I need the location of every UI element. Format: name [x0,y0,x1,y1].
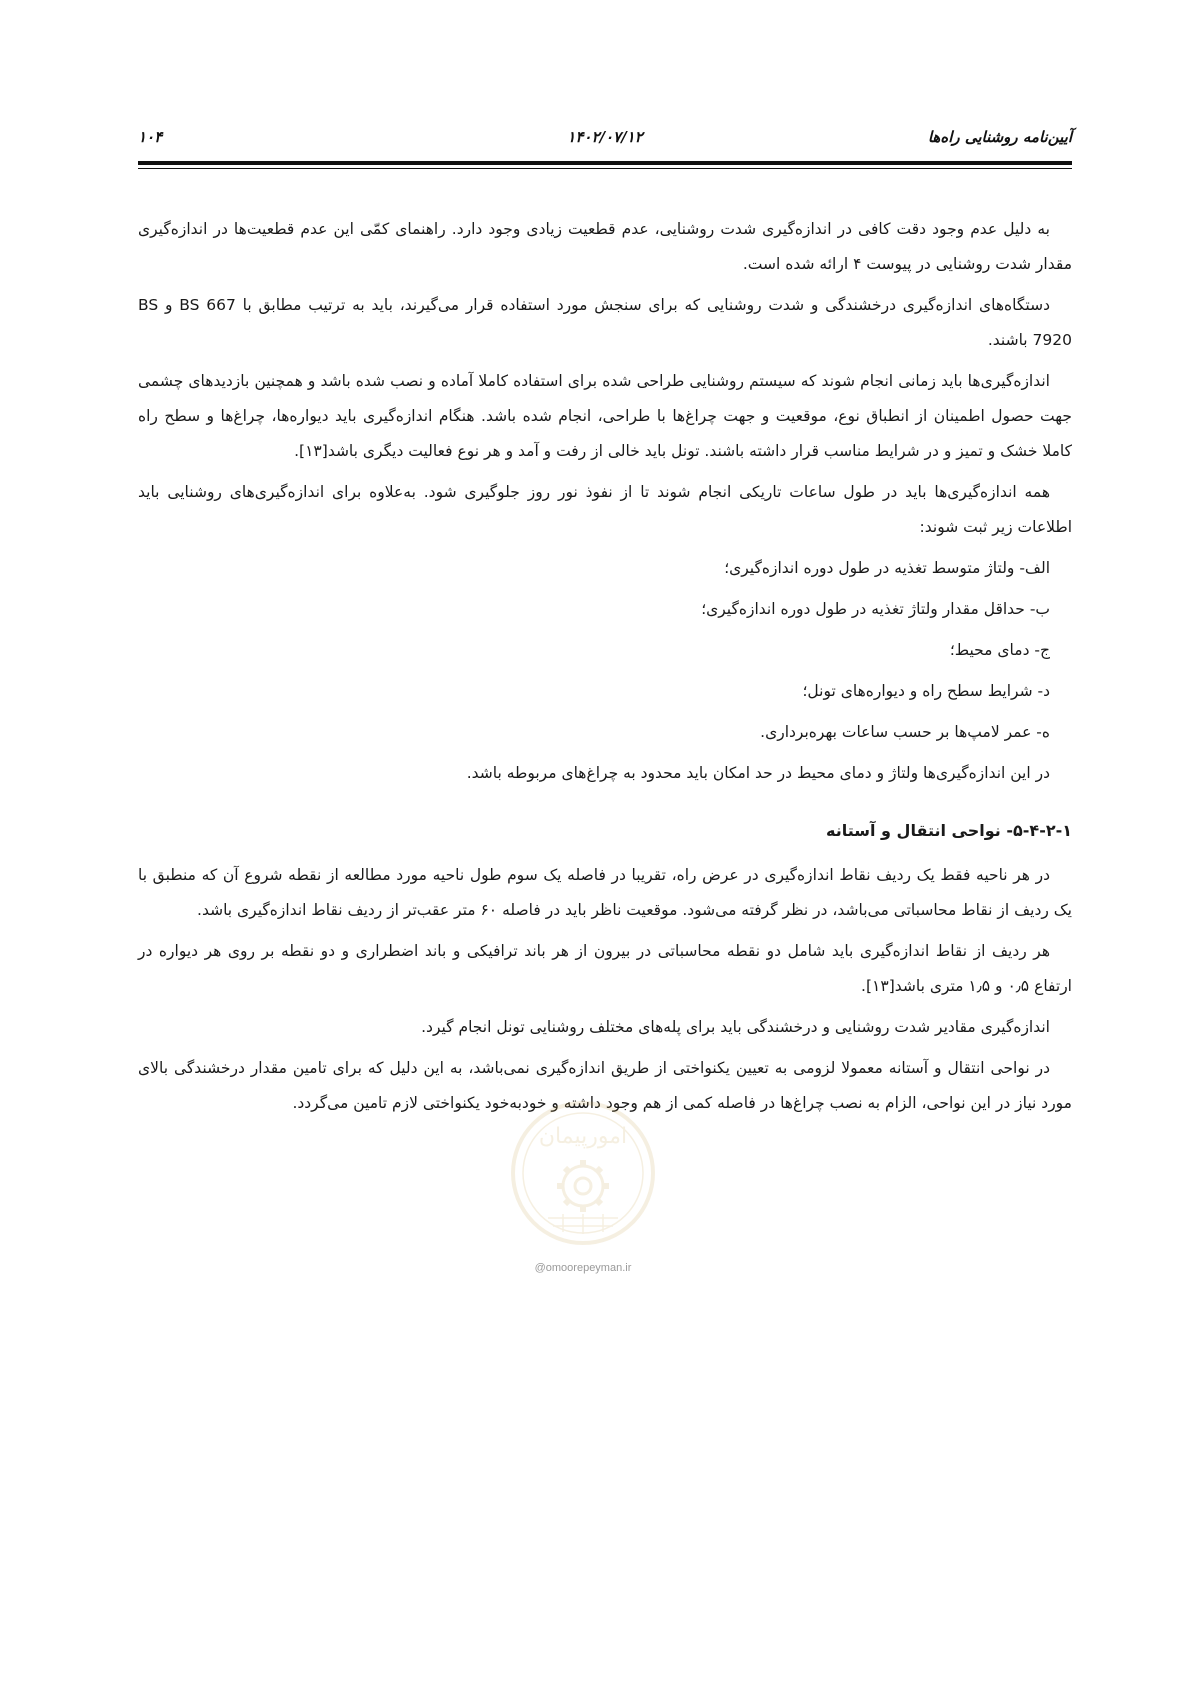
paragraph: همه اندازه‌گیری‌ها باید در طول ساعات تاریکی انجام شوند تا از نفوذ نور روز جلوگیری شود. به‌علاوه برای اندازه‌گیری‌های روشنایی باید اطلاعات زیر ثبت شوند: [138,483,1072,536]
paragraph: در این اندازه‌گیری‌ها ولتاژ و دمای محیط در حد امکان باید محدود به چراغ‌های مربوطه باشد. [466,764,1050,782]
list-item: ب- حداقل مقدار ولتاژ تغذیه در طول دوره اندازه‌گیری؛ [701,600,1050,618]
header-rule-thin [138,168,1072,169]
watermark-text: امورپیمان [538,1124,628,1149]
list-item: ج- دمای محیط؛ [949,641,1050,659]
watermark-logo-icon [508,1098,658,1248]
list-item: الف- ولتاژ متوسط تغذیه در طول دوره اندازه‌گیری؛ [724,559,1050,577]
header-date: ۱۴۰۲/۰۷/۱۲ [567,128,643,146]
page-body [138,212,1072,1127]
watermark-url: @omoorepeyman.ir [534,1262,632,1274]
paragraph: هر ردیف از نقاط اندازه‌گیری باید شامل دو نقطه محاسباتی در بیرون از هر باند ترافیکی و باند اضطراری و دو نقطه بر روی هر دیواره در ارتفاع ۰٫۵ و ۱٫۵ متری باشد[۱۳]. [138,942,1072,995]
paragraph: به دلیل عدم وجود دقت کافی در اندازه‌گیری شدت روشنایی، عدم قطعیت زیادی وجود دارد. راهنمای کمّی این عدم قطعیت‌ها در اندازه‌گیری مقدار شدت روشنایی در پیوست ۴ ارائه شده است. [138,220,1072,273]
list-item: د- شرایط سطح راه و دیواره‌های تونل؛ [802,682,1050,700]
paragraph: دستگاه‌های اندازه‌گیری درخشندگی و شدت روشنایی که برای سنجش مورد استفاده قرار می‌گیرند، باید به ترتیب مطابق با BS 667 و BS 7920 باشند. [138,296,1072,349]
list-item: ه- عمر لامپ‌ها بر حسب ساعات بهره‌برداری. [760,723,1050,741]
paragraph: اندازه‌گیری مقادیر شدت روشنایی و درخشندگی باید برای پله‌های مختلف روشنایی تونل انجام گیرد. [421,1018,1050,1036]
header-title: آیین‌نامه روشنایی راه‌ها [927,128,1072,146]
section-heading: ۵-۴-۲-۱- نواحی انتقال و آستانه [826,821,1072,840]
paragraph: در هر ناحیه فقط یک ردیف نقاط اندازه‌گیری در عرض راه، تقریبا در فاصله یک سوم طول ناحیه مورد مطالعه از نقطه شروع آن که منطبق با یک ردیف از نقاط محاسباتی می‌باشد، در نظر گرفته می‌شود. موقعیت ناظر باید در فاصله ۶۰ متر عقب‌تر از ردیف نقاط اندازه‌گیری باشد. [138,866,1072,919]
header-rule-thick [138,161,1072,165]
page-header [138,128,1072,152]
paragraph: در نواحی انتقال و آستانه معمولا لزومی به تعیین یکنواختی از طریق اندازه‌گیری نمی‌باشد، به این دلیل که برای تامین مقدار درخشندگی بالای مورد نیاز در این نواحی، الزام به نصب چراغ‌ها در فاصله کمی از هم وجود داشته و خودبه‌خود یکنواختی لازم تامین می‌گردد. [138,1059,1072,1112]
page-number: ۱۰۴ [138,128,163,146]
paragraph: اندازه‌گیری‌ها باید زمانی انجام شوند که سیستم روشنایی طراحی شده برای استفاده کاملا آماده و نصب شده باشد و همچنین بازدیدهای چشمی جهت حصول اطمینان از انطباق نوع، موقعیت و جهت چراغ‌ها با طراحی، انجام شده باشد. هنگام اندازه‌گیری باید دیواره‌ها، چراغ‌ها و سطح راه کاملا خشک و تمیز و در شرایط مناسب قرار داشته باشند. تونل باید خالی از رفت و آمد و هر نوع فعالیت دیگری باشد[۱۳]. [138,372,1072,460]
